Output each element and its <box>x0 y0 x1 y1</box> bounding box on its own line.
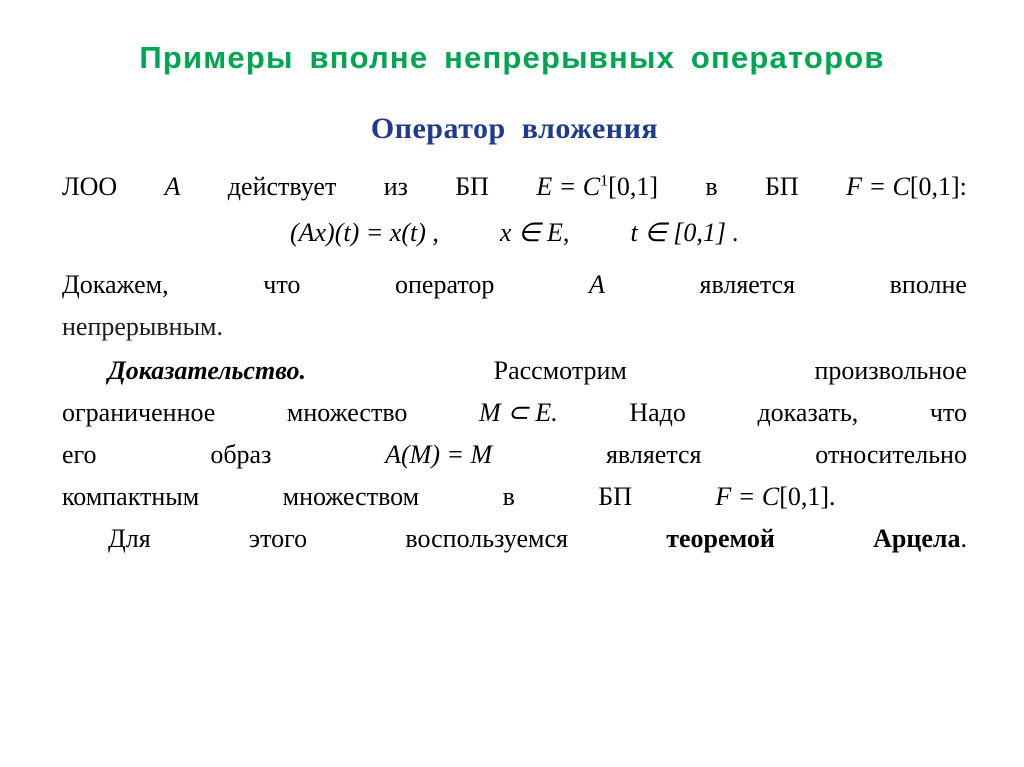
text-is: является <box>699 269 796 299</box>
text-in: в <box>705 172 718 201</box>
superscript-one: 1 <box>600 172 609 190</box>
text-that: что <box>263 269 301 299</box>
text-completely: вполне <box>889 269 967 299</box>
text-its: его <box>62 439 97 469</box>
text-for: Для <box>108 523 151 553</box>
statement-line-1 <box>62 168 967 206</box>
text-use: воспользуемся <box>405 523 568 553</box>
text-bounded: ограниченное <box>62 397 216 427</box>
text-operator: оператор <box>395 269 495 299</box>
proof-label: Доказательство. <box>108 355 306 385</box>
space-f-expr-2: F = C <box>715 481 780 511</box>
text-bp-3: БП <box>598 481 632 511</box>
text-relatively: относительно <box>815 439 967 469</box>
interval-01-b: [0,1]: <box>909 172 967 201</box>
statement-line-3: непрерывным. <box>62 311 223 341</box>
text-bp-1: БП <box>455 172 489 201</box>
formula-part-3: t ∈ [0,1] . <box>630 217 740 247</box>
theorem-name-wrap <box>873 520 967 558</box>
sentence-period: . <box>960 523 967 553</box>
text-bp-2: БП <box>765 172 799 201</box>
text-arbitrary: произвольное <box>814 355 967 385</box>
proof-line-5 <box>62 520 967 558</box>
space-f-c-2 <box>715 478 835 516</box>
text-show: доказать, <box>757 397 859 427</box>
formula-part-1: (Ax)(t) = x(t) , <box>289 217 439 247</box>
text-acts: действует <box>227 172 337 201</box>
text-this: этого <box>248 523 308 553</box>
text-from: из <box>383 172 408 201</box>
page-title: Примеры вполне непрерывных операторов <box>139 40 885 75</box>
operator-a: A <box>164 172 181 201</box>
proof-line-3 <box>62 436 967 474</box>
operator-a-2: A <box>588 269 605 299</box>
section-heading: Оператор вложения <box>370 112 659 145</box>
text-need: Надо <box>629 397 686 427</box>
interval-01-a: [0,1] <box>608 172 658 201</box>
set-m-subset-e: M ⊂ E. <box>478 397 558 427</box>
text-image: образ <box>210 439 272 469</box>
text-set-2: множеством <box>282 481 420 511</box>
image-formula: A(M) = M <box>385 439 493 469</box>
slide-content <box>62 112 967 562</box>
text-compact: компактным <box>62 481 200 511</box>
text-that-2: что <box>929 397 967 427</box>
text-consider: Рассмотрим <box>493 355 627 385</box>
text-in-2: в <box>502 481 515 511</box>
line-filler <box>919 478 967 516</box>
interval-01-c: [0,1]. <box>779 481 836 511</box>
formula-part-2: x ∈ E, <box>499 217 570 247</box>
text-is-2: является <box>605 439 702 469</box>
formula-operator-definition <box>62 218 967 248</box>
space-e-expr: E = C <box>536 172 601 201</box>
space-f-c <box>846 168 967 206</box>
proof-line-2 <box>62 394 967 432</box>
text-prove: Докажем, <box>62 269 169 299</box>
theorem-name: Арцела <box>873 523 961 553</box>
statement-line-2 <box>62 266 967 304</box>
space-e-c1 <box>536 168 658 206</box>
text-set-1: множество <box>286 397 408 427</box>
theorem-word: теоремой <box>666 523 775 553</box>
proof-line-1 <box>62 352 967 390</box>
proof-line-4 <box>62 478 967 516</box>
text-loo: ЛОО <box>62 172 118 201</box>
space-f-expr: F = C <box>846 172 910 201</box>
